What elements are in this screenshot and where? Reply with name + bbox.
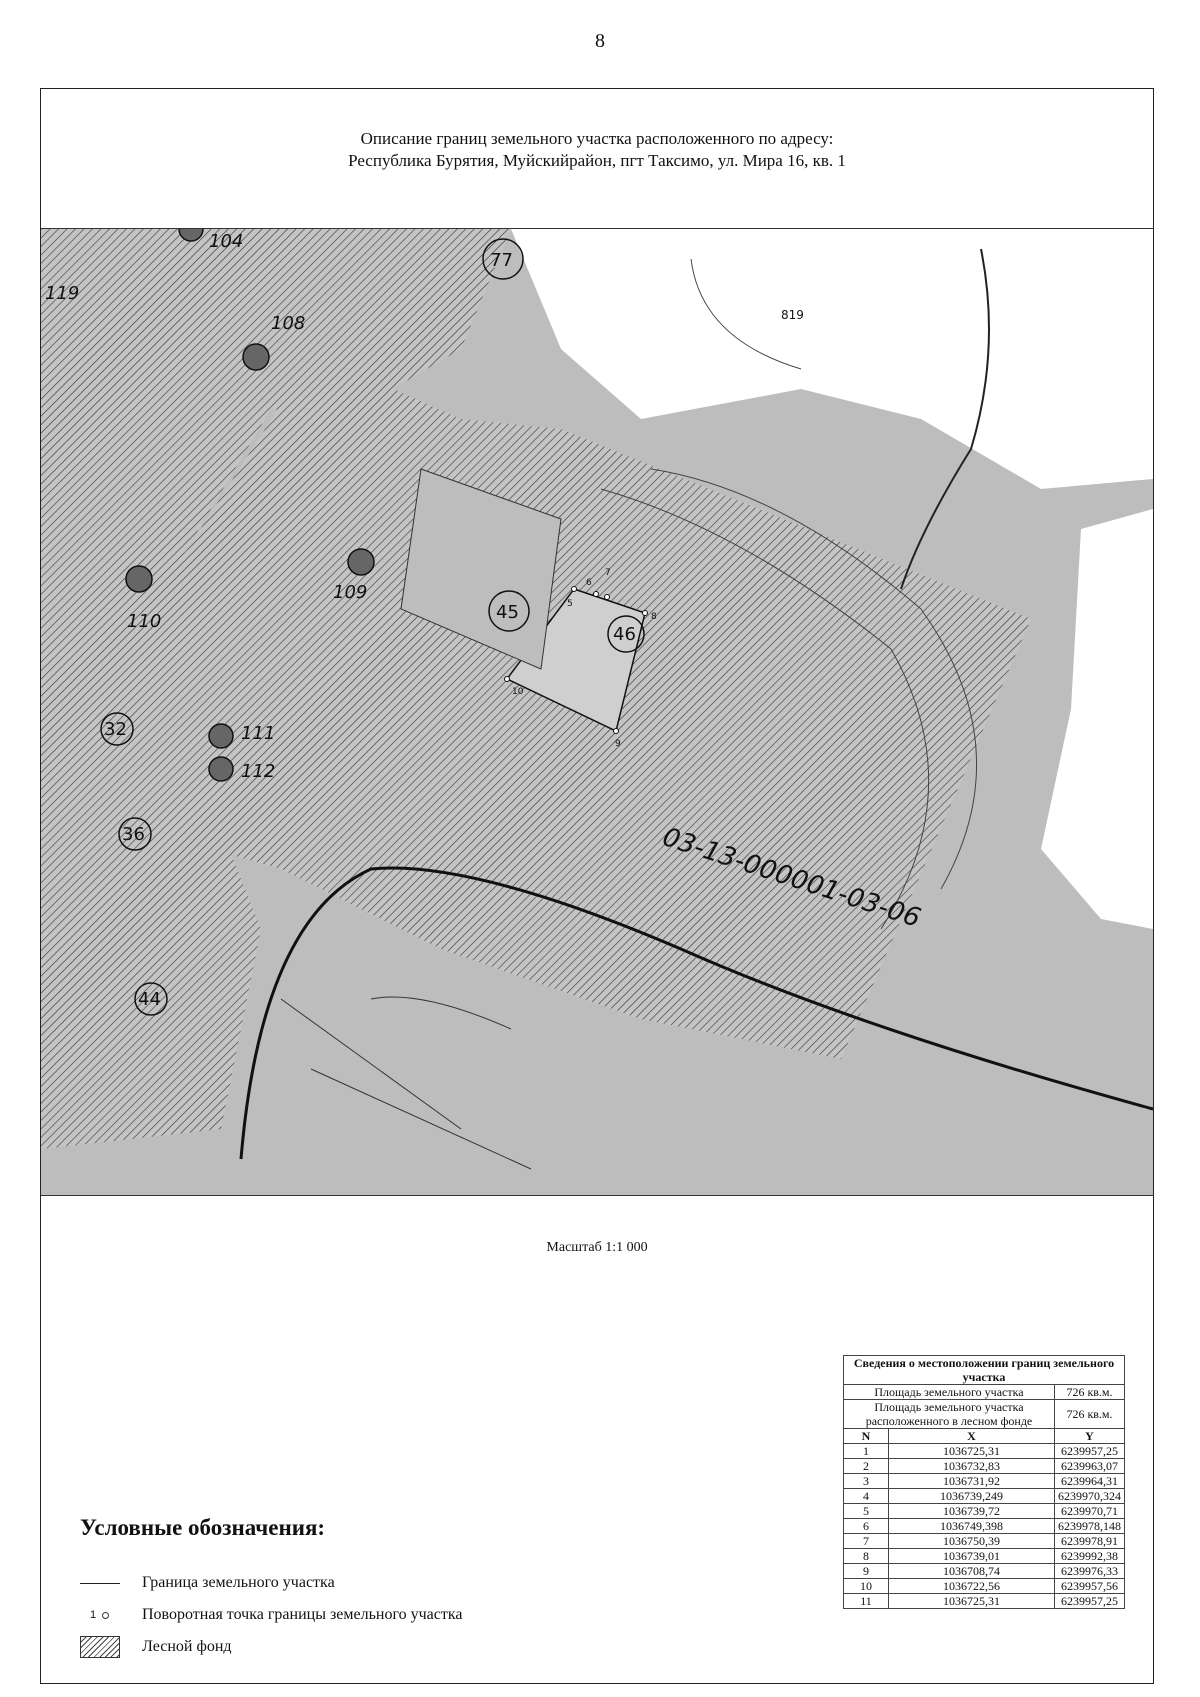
cell-x: 1036722,56: [889, 1579, 1055, 1594]
area-value: 726 кв.м.: [1054, 1385, 1124, 1400]
parcel-label-77: 77: [490, 250, 513, 271]
cell-y: 6239978,91: [1054, 1534, 1124, 1549]
cell-y: 6239957,25: [1054, 1444, 1124, 1459]
cell-y: 6239963,07: [1054, 1459, 1124, 1474]
cell-x: 1036739,01: [889, 1549, 1055, 1564]
parcel-label-112: 112: [241, 761, 276, 782]
cell-n: 1: [844, 1444, 889, 1459]
legend-label-forest: Лесной фонд: [142, 1638, 232, 1655]
parcel-label-110: 110: [127, 611, 162, 632]
parcel-label-44: 44: [138, 989, 161, 1010]
cell-x: 1036739,72: [889, 1504, 1055, 1519]
forest-area-label: Площадь земельного участка расположенного в лесном фонде: [844, 1400, 1055, 1429]
forest-hatch-symbol: [80, 1636, 120, 1658]
parcel-label-46: 46: [613, 624, 636, 645]
cell-n: 9: [844, 1564, 889, 1579]
cadastral-map: [41, 228, 1153, 1196]
legend-item-boundary: [80, 1567, 462, 1599]
cell-n: 7: [844, 1534, 889, 1549]
legend-label-boundary: Граница земельного участка: [142, 1574, 335, 1591]
column-header-y: Y: [1054, 1429, 1124, 1444]
boundary-line-symbol: [80, 1583, 120, 1584]
turning-point-symbol: [90, 1609, 109, 1621]
parcel-label-108: 108: [271, 313, 306, 334]
point-label-6: 6: [586, 578, 592, 588]
cadastral-label: 03-13-000001-03-06: [658, 822, 925, 934]
cell-x: 1036750,39: [889, 1534, 1055, 1549]
white-area-east: [1041, 509, 1153, 929]
cell-x: 1036725,31: [889, 1444, 1055, 1459]
area-label: Площадь земельного участка: [844, 1385, 1055, 1400]
parcel-label-45: 45: [496, 602, 519, 623]
point-label-5: 5: [567, 599, 573, 609]
info-table-heading: Сведения о местоположении границ земельного участка: [844, 1356, 1125, 1385]
legend-label-turning-point: Поворотная точка границы земельного участка: [142, 1606, 463, 1623]
contour-label-819: 819: [781, 308, 804, 322]
cell-y: 6239970,324: [1054, 1489, 1124, 1504]
legend-item-forest: [80, 1631, 462, 1663]
parcel-label-32: 32: [104, 719, 127, 740]
cell-x: 1036732,83: [889, 1459, 1055, 1474]
cell-x: 1036749,398: [889, 1519, 1055, 1534]
cell-n: 5: [844, 1504, 889, 1519]
column-header-n: N: [844, 1429, 889, 1444]
forest-area-value: 726 кв.м.: [1054, 1400, 1124, 1429]
cell-n: 4: [844, 1489, 889, 1504]
title-line-2: Республика Бурятия, Муйскийрайон, пгт Таксимо, ул. Мира 16, кв. 1: [348, 151, 846, 170]
legend: [80, 1515, 462, 1663]
table-row: [844, 1564, 1125, 1579]
cell-n: 6: [844, 1519, 889, 1534]
table-row: [844, 1519, 1125, 1534]
cell-x: 1036739,249: [889, 1489, 1055, 1504]
cell-y: 6239957,25: [1054, 1594, 1124, 1609]
table-row: [844, 1579, 1125, 1594]
column-header-x: X: [889, 1429, 1055, 1444]
table-row: [844, 1504, 1125, 1519]
cell-n: 3: [844, 1474, 889, 1489]
cell-n: 2: [844, 1459, 889, 1474]
cell-y: 6239976,33: [1054, 1564, 1124, 1579]
point-label-10: 10: [512, 687, 524, 697]
table-row: [844, 1489, 1125, 1504]
cell-n: 11: [844, 1594, 889, 1609]
table-row: [844, 1594, 1125, 1609]
table-row: [844, 1534, 1125, 1549]
parcel-label-119: 119: [45, 283, 80, 304]
map-scale: Масштаб 1:1 000: [546, 1240, 648, 1255]
cell-n: 8: [844, 1549, 889, 1564]
cell-x: 1036708,74: [889, 1564, 1055, 1579]
point-label-7: 7: [605, 568, 611, 578]
parcel-label-104: 104: [209, 231, 244, 252]
legend-title: Условные обозначения:: [80, 1515, 326, 1540]
table-row: [844, 1549, 1125, 1564]
title-line-1: Описание границ земельного участка расположенного по адресу:: [360, 129, 834, 148]
boundary-info-table: [843, 1355, 1125, 1609]
page-number: 8: [595, 30, 605, 52]
parcel-label-109: 109: [333, 582, 368, 603]
cell-y: 6239978,148: [1054, 1519, 1124, 1534]
cell-x: 1036731,92: [889, 1474, 1055, 1489]
table-row: [844, 1459, 1125, 1474]
table-row: [844, 1444, 1125, 1459]
parcel-label-36: 36: [122, 824, 145, 845]
parcel-label-111: 111: [241, 723, 276, 744]
cell-y: 6239970,71: [1054, 1504, 1124, 1519]
cell-y: 6239992,38: [1054, 1549, 1124, 1564]
cell-n: 10: [844, 1579, 889, 1594]
point-label-8: 8: [651, 612, 657, 622]
legend-item-turning-point: [80, 1599, 462, 1631]
turning-point-circle-icon: [102, 1612, 109, 1619]
table-row: [844, 1474, 1125, 1489]
document-title: [40, 128, 1154, 172]
point-label-9: 9: [615, 739, 621, 749]
cell-x: 1036725,31: [889, 1594, 1055, 1609]
cell-y: 6239957,56: [1054, 1579, 1124, 1594]
cell-y: 6239964,31: [1054, 1474, 1124, 1489]
forest-fund-south-west: [41, 819, 261, 1149]
turning-point-number: 1: [90, 1609, 97, 1621]
